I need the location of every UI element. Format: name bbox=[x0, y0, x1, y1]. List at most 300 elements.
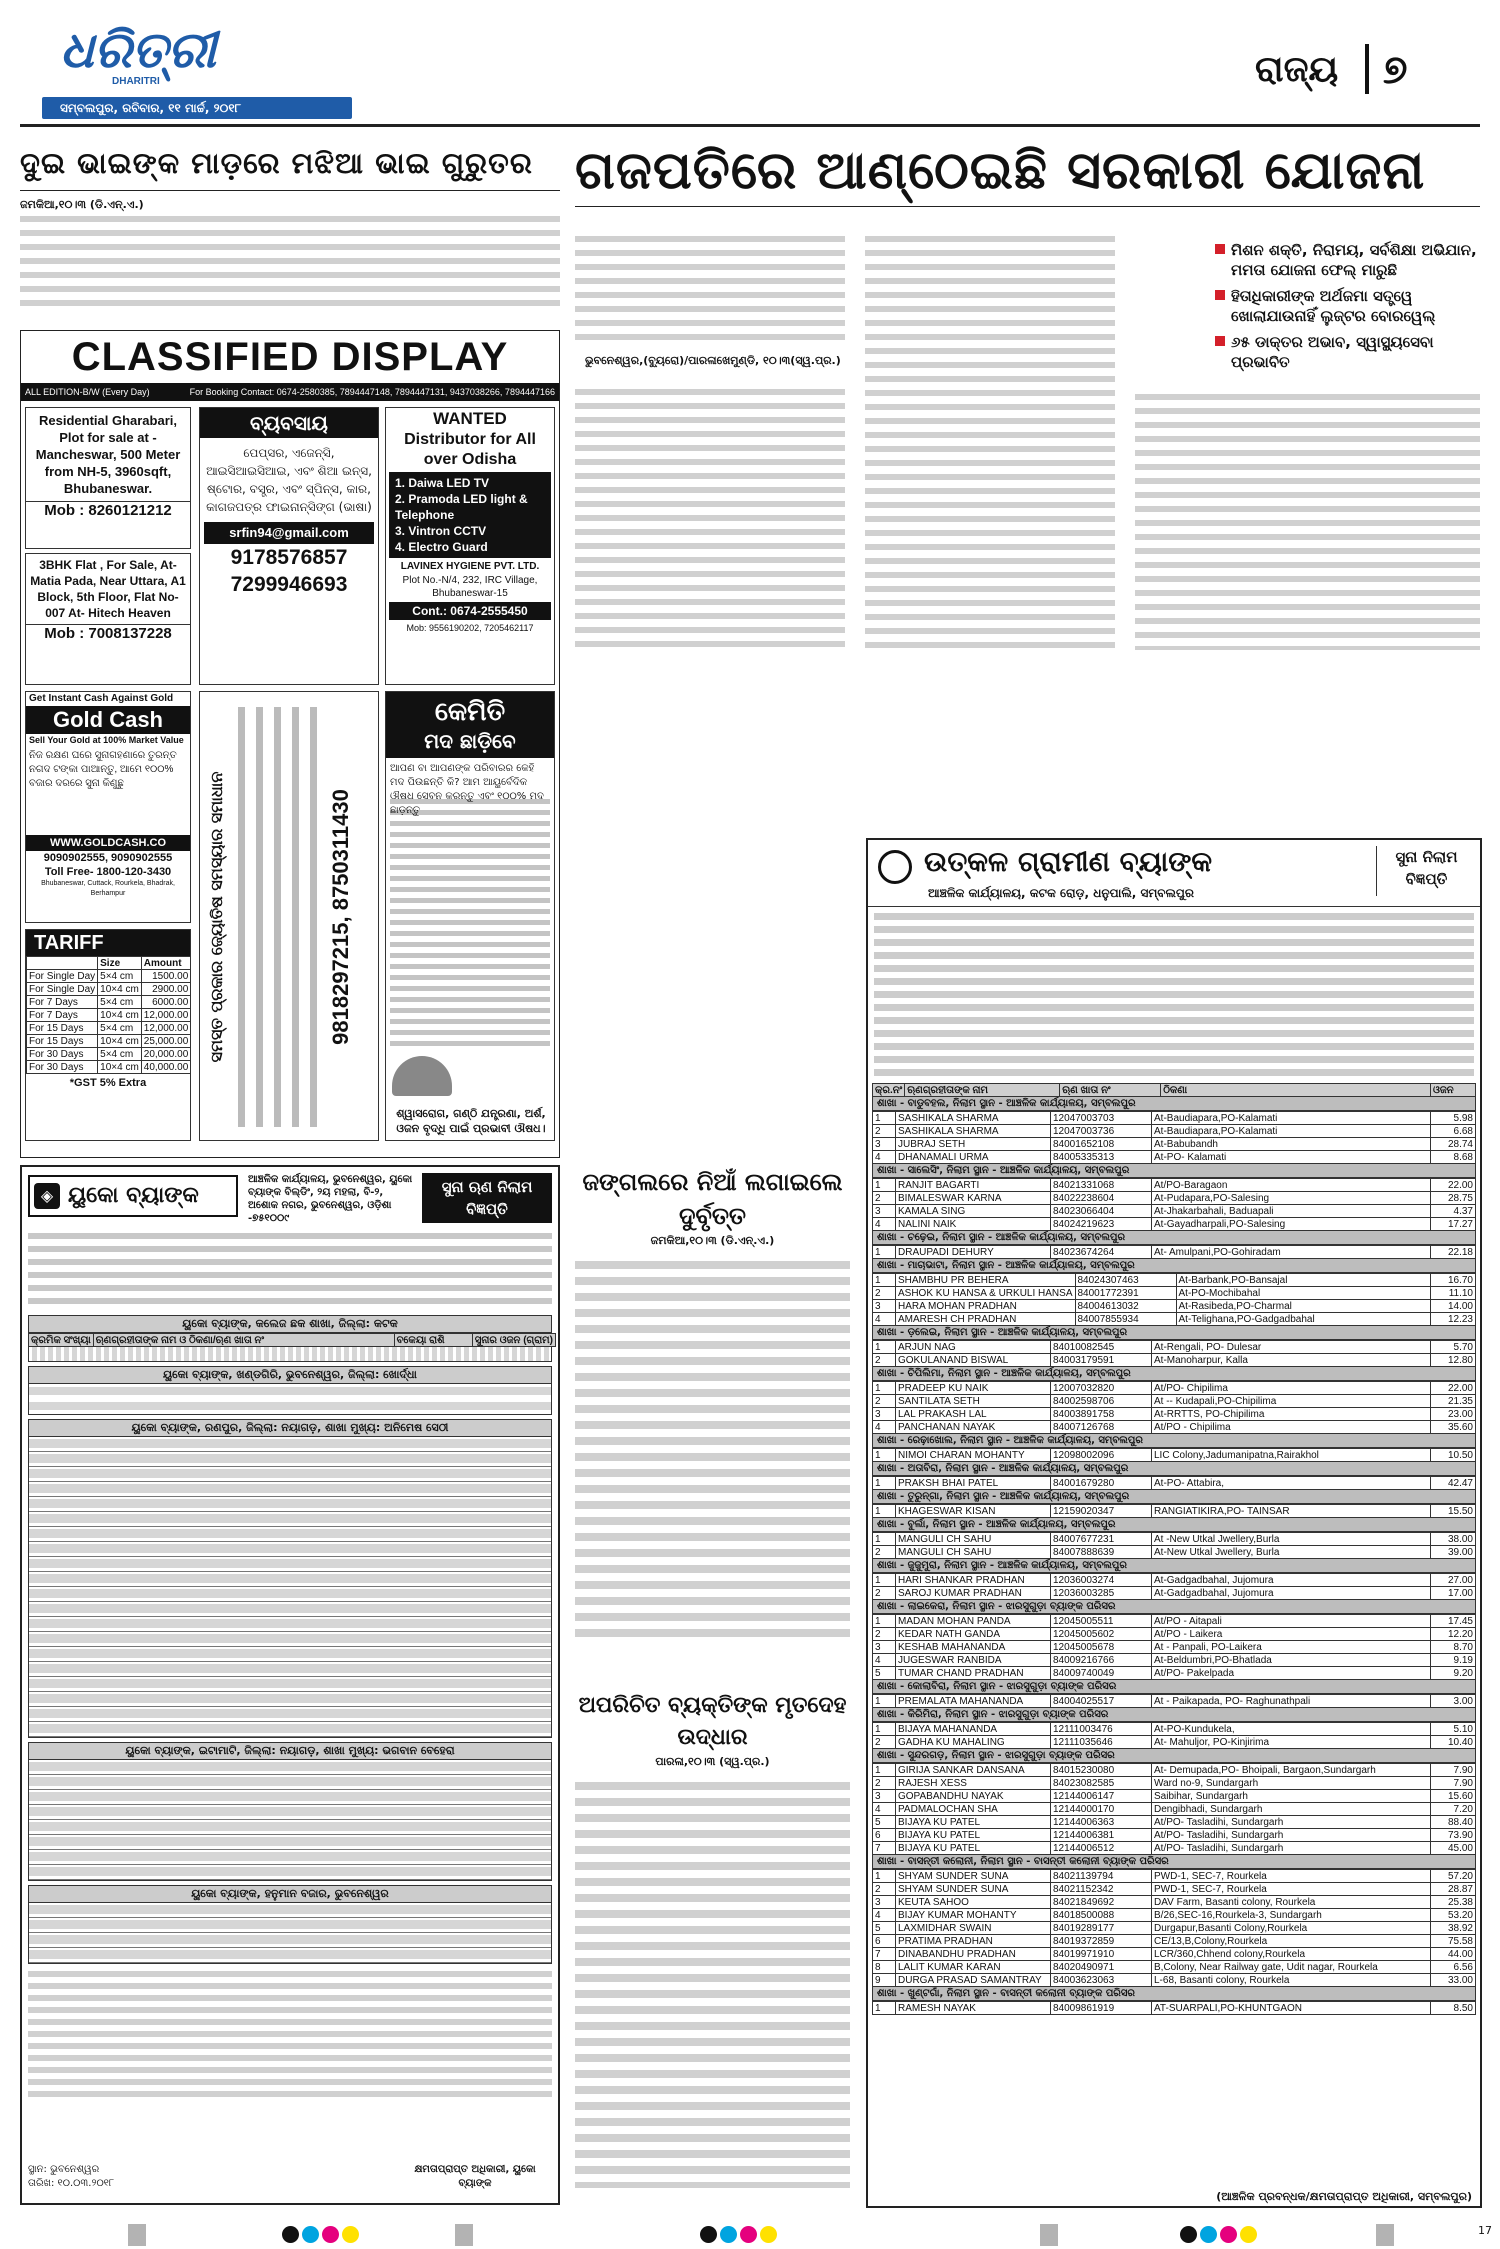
utkal-cell: 2 bbox=[873, 1628, 896, 1641]
utkal-cell: 84010082545 bbox=[1051, 1341, 1152, 1354]
uco-logo bbox=[28, 1175, 238, 1217]
utkal-cell: 2 bbox=[873, 1354, 896, 1367]
utkal-row bbox=[873, 1695, 1476, 1708]
utkal-branch-table bbox=[872, 1448, 1476, 1462]
tariff-cell: 5×4 cm bbox=[98, 1048, 142, 1061]
reg-dot bbox=[760, 2226, 777, 2243]
tariff-cell: 10×4 cm bbox=[98, 1035, 142, 1048]
utkal-cell: SHYAM SUNDER SUNA bbox=[896, 1883, 1051, 1896]
tariff-h: Amount bbox=[141, 957, 191, 970]
utkal-cell: 2 bbox=[873, 1546, 896, 1559]
utkal-cell: 5 bbox=[873, 1922, 896, 1935]
utkal-cell: ASHOK KU HANSA & URKULI HANSA bbox=[896, 1287, 1076, 1300]
utkal-branch-title: ଶାଖା - ଲାଇକେରା, ନିଲାମ ସ୍ଥାନ - ଝାରସୁଗୁଡ଼ା ବ୍ୟାଙ୍କ ପରିସର bbox=[872, 1600, 1476, 1614]
utkal-row bbox=[873, 1777, 1476, 1790]
utkal-cell: GOPABANDHU NAYAK bbox=[896, 1790, 1051, 1803]
utkal-cell: Ward no-9, Sundargarh bbox=[1152, 1777, 1431, 1790]
utkal-row bbox=[873, 1138, 1476, 1151]
utkal-cell: 73.90 bbox=[1431, 1829, 1476, 1842]
wanted-ad-item: 3. Vintron CCTV bbox=[395, 524, 487, 538]
utkal-col-header-table bbox=[872, 1083, 1476, 1097]
utkal-cell: 12045005602 bbox=[1051, 1628, 1152, 1641]
utkal-cell: 28.87 bbox=[1431, 1883, 1476, 1896]
story-fire bbox=[575, 1165, 850, 1685]
plot-ad-text: Residential Gharabari, Plot for sale at - Mancheswar, 500 Meter from NH-5, 3960sqft, Bhubaneswar. bbox=[35, 413, 181, 496]
utkal-row bbox=[873, 1546, 1476, 1559]
story-main-headline: ଗଜପତିରେ ଆଣ୍ଠେଇଛି ସରକାରୀ ଯୋଜନା bbox=[575, 141, 1426, 201]
utkal-cell: B,Colony, Near Railway gate, Udit nagar, Rourkela bbox=[1152, 1961, 1431, 1974]
utkal-cell: 9 bbox=[873, 1974, 896, 1987]
bullet-3-text: ୬୫ ଡାକ୍ତର ଅଭାବ, ସ୍ୱାସ୍ଥ୍ୟସେବା ପ୍ରଭାବିତ bbox=[1231, 333, 1434, 371]
utkal-cell: PRATIMA PRADHAN bbox=[896, 1935, 1051, 1948]
utkal-cell: At-Gayadharpali,PO-Salesing bbox=[1152, 1218, 1431, 1231]
utkal-row bbox=[873, 1151, 1476, 1164]
utkal-cell: 1 bbox=[873, 1870, 896, 1883]
story-main-col1 bbox=[575, 232, 845, 342]
wanted-ad-contact: Cont.: 0674-2555450 bbox=[389, 602, 551, 620]
utkal-cell: 12144006363 bbox=[1051, 1816, 1152, 1829]
utkal-row bbox=[873, 1974, 1476, 1987]
utkal-cell: At-PO- Attabira, bbox=[1152, 1477, 1431, 1490]
utkal-cell: 7 bbox=[873, 1948, 896, 1961]
utkal-cell: GOKULANAND BISWAL bbox=[896, 1354, 1051, 1367]
utkal-branch-title: ଶାଖା - କୋଲାବିରା, ନିଲାମ ସ୍ଥାନ - ଝାରସୁଗୁଡ଼ା ବ୍ୟାଙ୍କ ପରିସର bbox=[872, 1680, 1476, 1694]
utkal-cell: KAMALA SING bbox=[896, 1205, 1051, 1218]
utkal-row bbox=[873, 1628, 1476, 1641]
gold-ad-body: ନିଜ ରକ୍ଷଣ ଘରେ ସୁନାଗହଣାରେ ତୁରନ୍ତ ନଗଦ ଟଙ୍କା ପାଆନ୍ତୁ, ଆମେ ୧୦୦% ବଜାର ଦରରେ ସୁନା କିଣୁଛୁ bbox=[29, 750, 177, 789]
utkal-cell: MANGULI CH SAHU bbox=[896, 1533, 1051, 1546]
utkal-cell: SAROJ KUMAR PRADHAN bbox=[896, 1587, 1051, 1600]
utkal-cell: At-Gadgadbahal, Jujomura bbox=[1152, 1574, 1431, 1587]
dateline: ସମ୍ବଲପୁର, ରବିବାର, ୧୧ ମାର୍ଚ୍ଚ, ୨୦୧୮ bbox=[60, 101, 241, 115]
wanted-ad bbox=[385, 407, 555, 685]
utkal-cell: 84007677231 bbox=[1051, 1533, 1152, 1546]
bullet-2-text: ହିତାଧିକାରୀଙ୍କ ଅର୍ଥଜମା ସତ୍ତ୍ୱେ ଖୋଲାଯାଉନାହିଁ ଲୁଜ୍‌ଟର ବୋରୱେଲ୍ bbox=[1231, 287, 1436, 325]
classified-edition: ALL EDITION-B/W (Every Day) bbox=[25, 387, 150, 397]
reg-dot bbox=[740, 2226, 757, 2243]
story-main-col0 bbox=[575, 385, 845, 650]
utkal-row bbox=[873, 1354, 1476, 1367]
utkal-cell: 12144000170 bbox=[1051, 1803, 1152, 1816]
utkal-row bbox=[873, 1922, 1476, 1935]
utkal-branch-table bbox=[872, 1476, 1476, 1490]
utkal-cell: HARI SHANKAR PRADHAN bbox=[896, 1574, 1051, 1587]
flat-ad bbox=[25, 553, 191, 685]
utkal-cell: 12045005678 bbox=[1051, 1641, 1152, 1654]
business-ad-phone-2: 7299946693 bbox=[230, 573, 348, 596]
utkal-cell: 6 bbox=[873, 1935, 896, 1948]
quit-ad-title-1: କେମିତି bbox=[434, 697, 506, 727]
utkal-row bbox=[873, 1803, 1476, 1816]
utkal-cell: BIJAY KUMAR MOHANTY bbox=[896, 1909, 1051, 1922]
utkal-cell: 10.50 bbox=[1431, 1449, 1476, 1462]
bullet-3 bbox=[1215, 332, 1480, 372]
tariff-h bbox=[27, 957, 98, 970]
utkal-branch-title: ଶାଖା - ସାଲେସିଂ, ନିଲାମ ସ୍ଥାନ - ଆଞ୍ଚଳିକ କାର୍ଯ୍ୟାଳୟ, ସମ୍ବଲପୁର bbox=[872, 1164, 1476, 1178]
uco-office: ଆଞ୍ଚଳିକ କାର୍ଯ୍ୟାଳୟ, ଭୁବନେଶ୍ୱର, ୟୁକୋ ବ୍ୟାଙ୍କ ବିଲ୍ଡିଂ, ୨ୟ ମହଲା, ବି-୨, ଅଶୋକ ନଗର, ଭୁବନେଶ୍ୱର, ଓଡ଼ିଶା -୭୫୧୦୦୯ bbox=[248, 1174, 413, 1224]
utkal-cell: AT-SUARPALI,PO-KHUNTGAON bbox=[1152, 2002, 1431, 2015]
utkal-branch-title: ଶାଖା - ଅତାବିରା, ନିଲାମ ସ୍ଥାନ - ଆଞ୍ଚଳିକ କାର୍ଯ୍ୟାଳୟ, ସମ୍ବଲପୁର bbox=[872, 1462, 1476, 1476]
utkal-branch-title: ଶାଖା - ମାଚାଭାଟା, ନିଲାମ ସ୍ଥାନ - ଆଞ୍ଚଳିକ କାର୍ଯ୍ୟାଳୟ, ସମ୍ବଲପୁର bbox=[872, 1259, 1476, 1273]
tariff-gst: *GST 5% Extra bbox=[69, 1077, 147, 1089]
utkal-cell: RANGIATIKIRA,PO- TAINSAR bbox=[1152, 1505, 1431, 1518]
utkal-branch-table bbox=[872, 1245, 1476, 1259]
section-name: ରାଜ୍ୟ bbox=[1255, 49, 1339, 90]
utkal-cell: 84019372859 bbox=[1051, 1935, 1152, 1948]
utkal-cell: 1 bbox=[873, 1382, 896, 1395]
utkal-cell: 2 bbox=[873, 1125, 896, 1138]
business-ad-body: ପେପ୍‌ସର, ଏଜେନ୍ସି, ଆଇସିଆଇସିଆଇ, ଏବଂ ଶିଆ ଇନ୍‌ସ, ଷ୍ଟୋର, ବସ୍ତ୍ର, ଏବଂ ସ୍ପିନ୍ସ, କାର, କାଗଜପତ୍ର ଫାଇନାନ୍ସିଙ୍ଗ (ଭାଷା) bbox=[206, 446, 372, 514]
utkal-cell: PRADEEP KU NAIK bbox=[896, 1382, 1051, 1395]
uco-header bbox=[22, 1167, 558, 1229]
utkal-cell: 84024219623 bbox=[1051, 1218, 1152, 1231]
gold-ad-title: Gold Cash bbox=[26, 706, 190, 734]
quit-ad-fine-print bbox=[390, 796, 550, 1046]
tariff-cell: For Single Day bbox=[27, 970, 98, 983]
utkal-cell: 88.40 bbox=[1431, 1816, 1476, 1829]
tariff-cell: For 15 Days bbox=[27, 1035, 98, 1048]
utkal-cell: 27.00 bbox=[1431, 1574, 1476, 1587]
utkal-cell: 3 bbox=[873, 1408, 896, 1421]
utkal-cell: 12.20 bbox=[1431, 1628, 1476, 1641]
quit-ad-footer: ଶ୍ୱାସରୋଗ, ଗଣ୍ଠି ଯନ୍ତ୍ରଣା, ଅର୍ଶ, ଓଜନ ବୃଦ୍ଧି ପାଇଁ ପ୍ରଭାବୀ ଔଷଧ। bbox=[396, 1107, 546, 1135]
utkal-cell: 84003891758 bbox=[1051, 1408, 1152, 1421]
utkal-cell: 3 bbox=[873, 1205, 896, 1218]
utkal-cell: NIMOI CHARAN MOHANTY bbox=[896, 1449, 1051, 1462]
story-main-col3 bbox=[1135, 390, 1480, 650]
utkal-col: ଋଣଗ୍ରହୀତାଙ୍କ ନାମ bbox=[905, 1084, 1060, 1097]
tariff-cell: 10×4 cm bbox=[98, 983, 142, 996]
utkal-tables bbox=[872, 1083, 1476, 2183]
utkal-cell: GIRIJA SANKAR DANSANA bbox=[896, 1764, 1051, 1777]
utkal-cell: At-PO-Mochibahal bbox=[1176, 1287, 1431, 1300]
quit-ad-body: ଆପଣ ବା ଆପଣଙ୍କ ପରିବାରର କେହି ମଦ ପିଉଛନ୍ତି କି? ଆମ ଆୟୁର୍ବେଦିକ ଔଷଧ ସେବନ କରନ୍ତୁ ଏବଂ ୧୦୦% ମଦ ଛାଡ଼ନ୍ତୁ bbox=[390, 763, 544, 816]
utkal-row bbox=[873, 1654, 1476, 1667]
utkal-cell: LCR/360,Chhend colony,Rourkela bbox=[1152, 1948, 1431, 1961]
utkal-cell: 3.00 bbox=[1431, 1695, 1476, 1708]
classified-bar bbox=[21, 383, 559, 401]
utkal-cell: BIMALESWAR KARNA bbox=[896, 1192, 1051, 1205]
utkal-cell: MADAN MOHAN PANDA bbox=[896, 1615, 1051, 1628]
folio: 17 bbox=[1478, 2224, 1492, 2237]
utkal-cell: 12036003285 bbox=[1051, 1587, 1152, 1600]
utkal-cell: PANCHANAN NAYAK bbox=[896, 1421, 1051, 1434]
utkal-cell: At-Barbank,PO-Bansajal bbox=[1176, 1274, 1431, 1287]
tariff-cell: 20,000.00 bbox=[141, 1048, 191, 1061]
wanted-ad-mobile: Mob: 9556190202, 7205462117 bbox=[406, 623, 534, 633]
bullet-1-text: ମିଶନ ଶକ୍ତି, ନିରାମୟ, ସର୍ବଶିକ୍ଷା ଅଭିଯାନ, ମମତା ଯୋଜନା ଫେଲ୍ ମାରୁଛି bbox=[1231, 241, 1477, 279]
utkal-cell: At-Jhakarbahali, Baduapali bbox=[1152, 1205, 1431, 1218]
utkal-cell: 1 bbox=[873, 1505, 896, 1518]
utkal-cell: 1 bbox=[873, 1533, 896, 1546]
reg-dot bbox=[700, 2226, 717, 2243]
utkal-cell: 35.60 bbox=[1431, 1421, 1476, 1434]
utkal-row bbox=[873, 1300, 1476, 1313]
utkal-cell: SASHIKALA SHARMA bbox=[896, 1112, 1051, 1125]
utkal-row bbox=[873, 1764, 1476, 1777]
utkal-cell: 4 bbox=[873, 1421, 896, 1434]
tariff-row bbox=[27, 1061, 191, 1074]
utkal-cell: JUBRAJ SETH bbox=[896, 1138, 1051, 1151]
uco-col: ସୁନାର ଓଜନ (ଗ୍ରାମ) bbox=[472, 1334, 555, 1347]
utkal-cell: 4.37 bbox=[1431, 1205, 1476, 1218]
story-body-dateline: ପାରଳା,୧୦।୩ (ସ୍ୱ.ପ୍ର.) bbox=[655, 1755, 770, 1768]
utkal-row bbox=[873, 1274, 1476, 1287]
utkal-cell: At - Paikapada, PO- Raghunathpali bbox=[1152, 1695, 1431, 1708]
utkal-cell: 84018500088 bbox=[1051, 1909, 1152, 1922]
utkal-intro bbox=[874, 910, 1474, 1080]
tariff-cell: 12,000.00 bbox=[141, 1009, 191, 1022]
tariff-cell: For 7 Days bbox=[27, 1009, 98, 1022]
utkal-cell: At -New Utkal Jwellery,Burla bbox=[1152, 1533, 1431, 1546]
utkal-row bbox=[873, 1829, 1476, 1842]
utkal-cell: 38.92 bbox=[1431, 1922, 1476, 1935]
utkal-cell: 84001652108 bbox=[1051, 1138, 1152, 1151]
logo bbox=[60, 22, 270, 92]
utkal-cell: At - Panpali, PO-Laikera bbox=[1152, 1641, 1431, 1654]
tariff-cell: 1500.00 bbox=[141, 970, 191, 983]
utkal-row bbox=[873, 1961, 1476, 1974]
utkal-cell: L-68, Basanti colony, Rourkela bbox=[1152, 1974, 1431, 1987]
utkal-row bbox=[873, 1477, 1476, 1490]
story-body-headline: ଅପରିଚିତ ବ୍ୟକ୍ତିଙ୍କ ମୃତଦେହ ଉଦ୍ଧାର bbox=[578, 1693, 847, 1750]
utkal-cell: At/PO - Aitapali bbox=[1152, 1615, 1431, 1628]
utkal-cell: 84021152342 bbox=[1051, 1883, 1152, 1896]
utkal-row bbox=[873, 1587, 1476, 1600]
utkal-col: ଠିକଣା bbox=[1161, 1084, 1431, 1097]
utkal-cell: 2 bbox=[873, 1287, 896, 1300]
tariff-cell: 25,000.00 bbox=[141, 1035, 191, 1048]
utkal-office: ଆଞ୍ଚଳିକ କାର୍ଯ୍ୟାଳୟ, କଟକ ରୋଡ଼, ଧନୁପାଲି, ସମ୍ବଲପୁର bbox=[928, 886, 1194, 900]
utkal-cell: 2 bbox=[873, 1777, 896, 1790]
utkal-branch-table bbox=[872, 1763, 1476, 1855]
utkal-cell: 1 bbox=[873, 1615, 896, 1628]
utkal-cell: At-New Utkal Jwellery, Burla bbox=[1152, 1546, 1431, 1559]
utkal-cell: 11.10 bbox=[1431, 1287, 1476, 1300]
utkal-cell: 12098002096 bbox=[1051, 1449, 1152, 1462]
story-fire-dateline: ଜମକିଆ,୧୦।୩ (ଡି.ଏନ୍.ଏ.) bbox=[650, 1234, 775, 1247]
utkal-branch-title: ଶାଖା - ବୁର୍ଲା, ନିଲାମ ସ୍ଥାନ - ଆଞ୍ଚଳିକ କାର୍ଯ୍ୟାଳୟ, ସମ୍ବଲପୁର bbox=[872, 1518, 1476, 1532]
utkal-cell: 6.68 bbox=[1431, 1125, 1476, 1138]
tariff-cell: 5×4 cm bbox=[98, 996, 142, 1009]
uco-branch-title: ୟୁକୋ ବ୍ୟାଙ୍କ, ଖଣ୍ଡଗିରି, ଭୁବନେଶ୍ୱର, ଜିଲ୍ଲା: ଖୋର୍ଦ୍ଧା bbox=[28, 1366, 552, 1384]
tariff-title: TARIFF bbox=[26, 930, 190, 956]
utkal-cell: 53.20 bbox=[1431, 1909, 1476, 1922]
utkal-row bbox=[873, 1341, 1476, 1354]
utkal-cell: 12036003274 bbox=[1051, 1574, 1152, 1587]
reg-dot bbox=[1220, 2226, 1237, 2243]
utkal-branch-title: ଶାଖା - ଖୁଣ୍ଟଗାଁ, ନିଲାମ ସ୍ଥାନ - ବାସନ୍ତୀ କଲୋନୀ ବ୍ୟାଙ୍କ ପରିସର bbox=[872, 1987, 1476, 2001]
utkal-cell: At-Baudiapara,PO-Kalamati bbox=[1152, 1112, 1431, 1125]
utkal-cell: Saibihar, Sundargarh bbox=[1152, 1790, 1431, 1803]
utkal-notice bbox=[866, 838, 1482, 2208]
utkal-cell: 84007855934 bbox=[1075, 1313, 1176, 1326]
utkal-col: ଓଜନ bbox=[1431, 1084, 1476, 1097]
utkal-row bbox=[873, 1909, 1476, 1922]
utkal-cell: At/PO - Chipilima bbox=[1152, 1421, 1431, 1434]
utkal-cell: 22.00 bbox=[1431, 1382, 1476, 1395]
vertical-ad-lines bbox=[233, 707, 323, 1127]
quit-ad bbox=[385, 691, 555, 1141]
utkal-branch-table bbox=[872, 1178, 1476, 1231]
utkal-row bbox=[873, 1125, 1476, 1138]
utkal-cell: 84003179591 bbox=[1051, 1354, 1152, 1367]
utkal-cell: SHYAM SUNDER SUNA bbox=[896, 1870, 1051, 1883]
utkal-row bbox=[873, 1870, 1476, 1883]
utkal-cell: NALINI NAIK bbox=[896, 1218, 1051, 1231]
classified-block bbox=[20, 330, 560, 1158]
utkal-cell: 4 bbox=[873, 1909, 896, 1922]
flat-ad-mob: Mob : 7008137228 bbox=[26, 624, 190, 643]
utkal-cell: 84001679280 bbox=[1051, 1477, 1152, 1490]
utkal-branch-title: ଶାଖା - ସୁନ୍ଦରଗଡ଼, ନିଲାମ ସ୍ଥାନ - ଝାରସୁଗୁଡ଼ା ବ୍ୟାଙ୍କ ପରିସର bbox=[872, 1749, 1476, 1763]
bullet-icon bbox=[1215, 336, 1225, 346]
quit-ad-portrait bbox=[392, 1056, 452, 1096]
logo-sub: DHARITRI bbox=[112, 76, 160, 87]
bullet-icon bbox=[1215, 290, 1225, 300]
reg-dot bbox=[282, 2226, 299, 2243]
uco-col: ବକେୟା ରାଶି bbox=[394, 1334, 472, 1347]
gold-ad-tollfree: Toll Free- 1800-120-3430 bbox=[44, 866, 172, 878]
utkal-cell: GADHA KU MAHALING bbox=[896, 1736, 1051, 1749]
wanted-ad-company: LAVINEX HYGIENE PVT. LTD. bbox=[400, 561, 540, 572]
uco-col: କ୍ରମିକ ସଂଖ୍ୟା bbox=[29, 1334, 94, 1347]
utkal-cell: JUGESWAR RANBIDA bbox=[896, 1654, 1051, 1667]
utkal-row bbox=[873, 1723, 1476, 1736]
utkal-row bbox=[873, 1736, 1476, 1749]
utkal-cell: 1 bbox=[873, 1764, 896, 1777]
utkal-cell: Dengibhadi, Sundargarh bbox=[1152, 1803, 1431, 1816]
story-main-dateline: ଭୁବନେଶ୍ୱର,(ବ୍ୟୁରୋ)/ପାରଳାଖେମୁଣ୍ଡି, ୧୦।୩(ସ୍ୱ.ପ୍ର.) bbox=[585, 354, 841, 367]
grey-mark bbox=[1040, 2224, 1058, 2246]
utkal-cell: At-Gadgadbahal, Jujomura bbox=[1152, 1587, 1431, 1600]
reg-dot bbox=[1180, 2226, 1197, 2243]
quit-ad-title-2: ମଦ ଛାଡ଼ିବେ bbox=[424, 729, 516, 753]
utkal-cell: 84019289177 bbox=[1051, 1922, 1152, 1935]
tariff-cell: 40,000.00 bbox=[141, 1061, 191, 1074]
utkal-cell: 5.10 bbox=[1431, 1723, 1476, 1736]
utkal-cell: MANGULI CH SAHU bbox=[896, 1546, 1051, 1559]
utkal-cell: At/PO - Laikera bbox=[1152, 1628, 1431, 1641]
story-fire-text bbox=[575, 1257, 850, 1637]
utkal-branch-table bbox=[872, 1694, 1476, 1708]
utkal-cell: 1 bbox=[873, 1449, 896, 1462]
plot-ad-mob: Mob : 8260121212 bbox=[26, 501, 190, 520]
utkal-row bbox=[873, 1205, 1476, 1218]
utkal-cell: BIJAYA KU PATEL bbox=[896, 1829, 1051, 1842]
utkal-cell: CE/13,B,Colony,Rourkela bbox=[1152, 1935, 1431, 1948]
section-divider bbox=[1365, 44, 1369, 94]
utkal-row bbox=[873, 1246, 1476, 1259]
utkal-row bbox=[873, 1112, 1476, 1125]
tariff-row bbox=[27, 970, 191, 983]
utkal-cell: SHAMBHU PR BEHERA bbox=[896, 1274, 1076, 1287]
utkal-cell: At/PO-Baragaon bbox=[1152, 1179, 1431, 1192]
utkal-cell: KEUTA SAHOO bbox=[896, 1896, 1051, 1909]
utkal-branch-title: ଶାଖା - ତୁରୁନ୍‌ଗା, ନିଲାମ ସ୍ଥାନ - ଆଞ୍ଚଳିକ କାର୍ଯ୍ୟାଳୟ, ସମ୍ବଲପୁର bbox=[872, 1490, 1476, 1504]
utkal-cell: 2 bbox=[873, 1736, 896, 1749]
utkal-cell: 42.47 bbox=[1431, 1477, 1476, 1490]
utkal-cell: 9.20 bbox=[1431, 1667, 1476, 1680]
masthead-rule bbox=[20, 124, 1480, 127]
uco-intro bbox=[28, 1229, 552, 1311]
masthead bbox=[0, 0, 1500, 130]
utkal-col-headers bbox=[873, 1084, 1476, 1097]
story-body-text bbox=[575, 1778, 850, 2188]
wanted-ad-item: 2. Pramoda LED light & Telephone bbox=[395, 492, 528, 522]
utkal-cell: DHANAMALI URMA bbox=[896, 1151, 1051, 1164]
gold-ad-url: WWW.GOLDCASH.CO bbox=[26, 835, 190, 851]
tariff-row bbox=[27, 1009, 191, 1022]
utkal-cell: 28.75 bbox=[1431, 1192, 1476, 1205]
utkal-branch-table bbox=[872, 1111, 1476, 1164]
utkal-branch-table bbox=[872, 1722, 1476, 1749]
utkal-cell: 7.20 bbox=[1431, 1803, 1476, 1816]
utkal-row bbox=[873, 1883, 1476, 1896]
utkal-cell: 21.35 bbox=[1431, 1395, 1476, 1408]
reg-dot bbox=[1200, 2226, 1217, 2243]
utkal-row bbox=[873, 1816, 1476, 1829]
utkal-branch-title: ଶାଖା - ବାଡୁବହଲ, ନିଲାମ ସ୍ଥାନ - ଆଞ୍ଚଳିକ କାର୍ଯ୍ୟାଳୟ, ସମ୍ବଲପୁର bbox=[872, 1097, 1476, 1111]
utkal-cell: BIJAYA MAHANANDA bbox=[896, 1723, 1051, 1736]
story-left-dateline: ଜମକିଆ,୧୦।୩ (ଡି.ଏନ୍.ଏ.) bbox=[20, 198, 144, 211]
uco-notice-title: ସୁନା ଋଣ ନିଲାମ ବିଜ୍ଞପ୍ତି bbox=[422, 1173, 552, 1223]
utkal-notice-title: ସୁନା ନିଲାମ ବିଜ୍ଞପ୍ତି bbox=[1376, 846, 1476, 896]
utkal-cell: 84009740049 bbox=[1051, 1667, 1152, 1680]
utkal-branch-table bbox=[872, 1532, 1476, 1559]
tariff-row bbox=[27, 1048, 191, 1061]
utkal-row bbox=[873, 1896, 1476, 1909]
utkal-branch-title: ଶାଖା - ବାସନ୍ତୀ କଲୋନୀ, ନିଲାମ ସ୍ଥାନ - ବାସନ୍ତୀ କଲୋନୀ ବ୍ୟାଙ୍କ ପରିସର bbox=[872, 1855, 1476, 1869]
tariff-cell: 12,000.00 bbox=[141, 1022, 191, 1035]
utkal-cell: 6.56 bbox=[1431, 1961, 1476, 1974]
utkal-cell: DURGA PRASAD SAMANTRAY bbox=[896, 1974, 1051, 1987]
utkal-cell: At-Beldumbri,PO-Bhatlada bbox=[1152, 1654, 1431, 1667]
utkal-cell: At-Pudapara,PO-Salesing bbox=[1152, 1192, 1431, 1205]
utkal-row bbox=[873, 1574, 1476, 1587]
utkal-cell: At-Telighana,PO-Gadgadbahal bbox=[1176, 1313, 1431, 1326]
utkal-cell: 23.00 bbox=[1431, 1408, 1476, 1421]
utkal-cell: 84007126768 bbox=[1051, 1421, 1152, 1434]
utkal-cell: 4 bbox=[873, 1654, 896, 1667]
reg-dot bbox=[302, 2226, 319, 2243]
tariff-cell: For 7 Days bbox=[27, 996, 98, 1009]
business-ad-heading: ବ୍ୟବସାୟ bbox=[200, 408, 378, 438]
utkal-branch-title: ଶାଖା - ରେଢ଼ାଖୋଲ, ନିଲାମ ସ୍ଥାନ - ଆଞ୍ଚଳିକ କାର୍ଯ୍ୟାଳୟ, ସମ୍ବଲପୁର bbox=[872, 1434, 1476, 1448]
utkal-cell: 12.23 bbox=[1431, 1313, 1476, 1326]
utkal-col: କ୍ର.ନଂ bbox=[873, 1084, 905, 1097]
utkal-cell: PREMALATA MAHANANDA bbox=[896, 1695, 1051, 1708]
utkal-cell: 75.58 bbox=[1431, 1935, 1476, 1948]
utkal-cell: 84002598706 bbox=[1051, 1395, 1152, 1408]
utkal-header bbox=[868, 840, 1480, 907]
uco-rows-3 bbox=[28, 1437, 552, 1738]
utkal-col: ଋଣ ଖାତା ନଂ bbox=[1060, 1084, 1161, 1097]
tariff-box bbox=[25, 929, 191, 1141]
utkal-cell: PADMALOCHAN SHA bbox=[896, 1803, 1051, 1816]
utkal-cell: LAXMIDHAR SWAIN bbox=[896, 1922, 1051, 1935]
utkal-cell: 3 bbox=[873, 1138, 896, 1151]
wanted-ad-subtitle: Distributor for All over Odisha bbox=[404, 431, 536, 468]
plot-ad bbox=[25, 407, 191, 549]
uco-table-head bbox=[28, 1333, 556, 1347]
utkal-cell: 7.90 bbox=[1431, 1777, 1476, 1790]
utkal-cell: 14.00 bbox=[1431, 1300, 1476, 1313]
uco-date: ତାରିଖ: ୧୦.୦୩.୨୦୧୮ bbox=[28, 2178, 115, 2189]
utkal-cell: 15.60 bbox=[1431, 1790, 1476, 1803]
utkal-cell: 3 bbox=[873, 1896, 896, 1909]
utkal-cell: At-Rasibeda,PO-Charmal bbox=[1176, 1300, 1431, 1313]
